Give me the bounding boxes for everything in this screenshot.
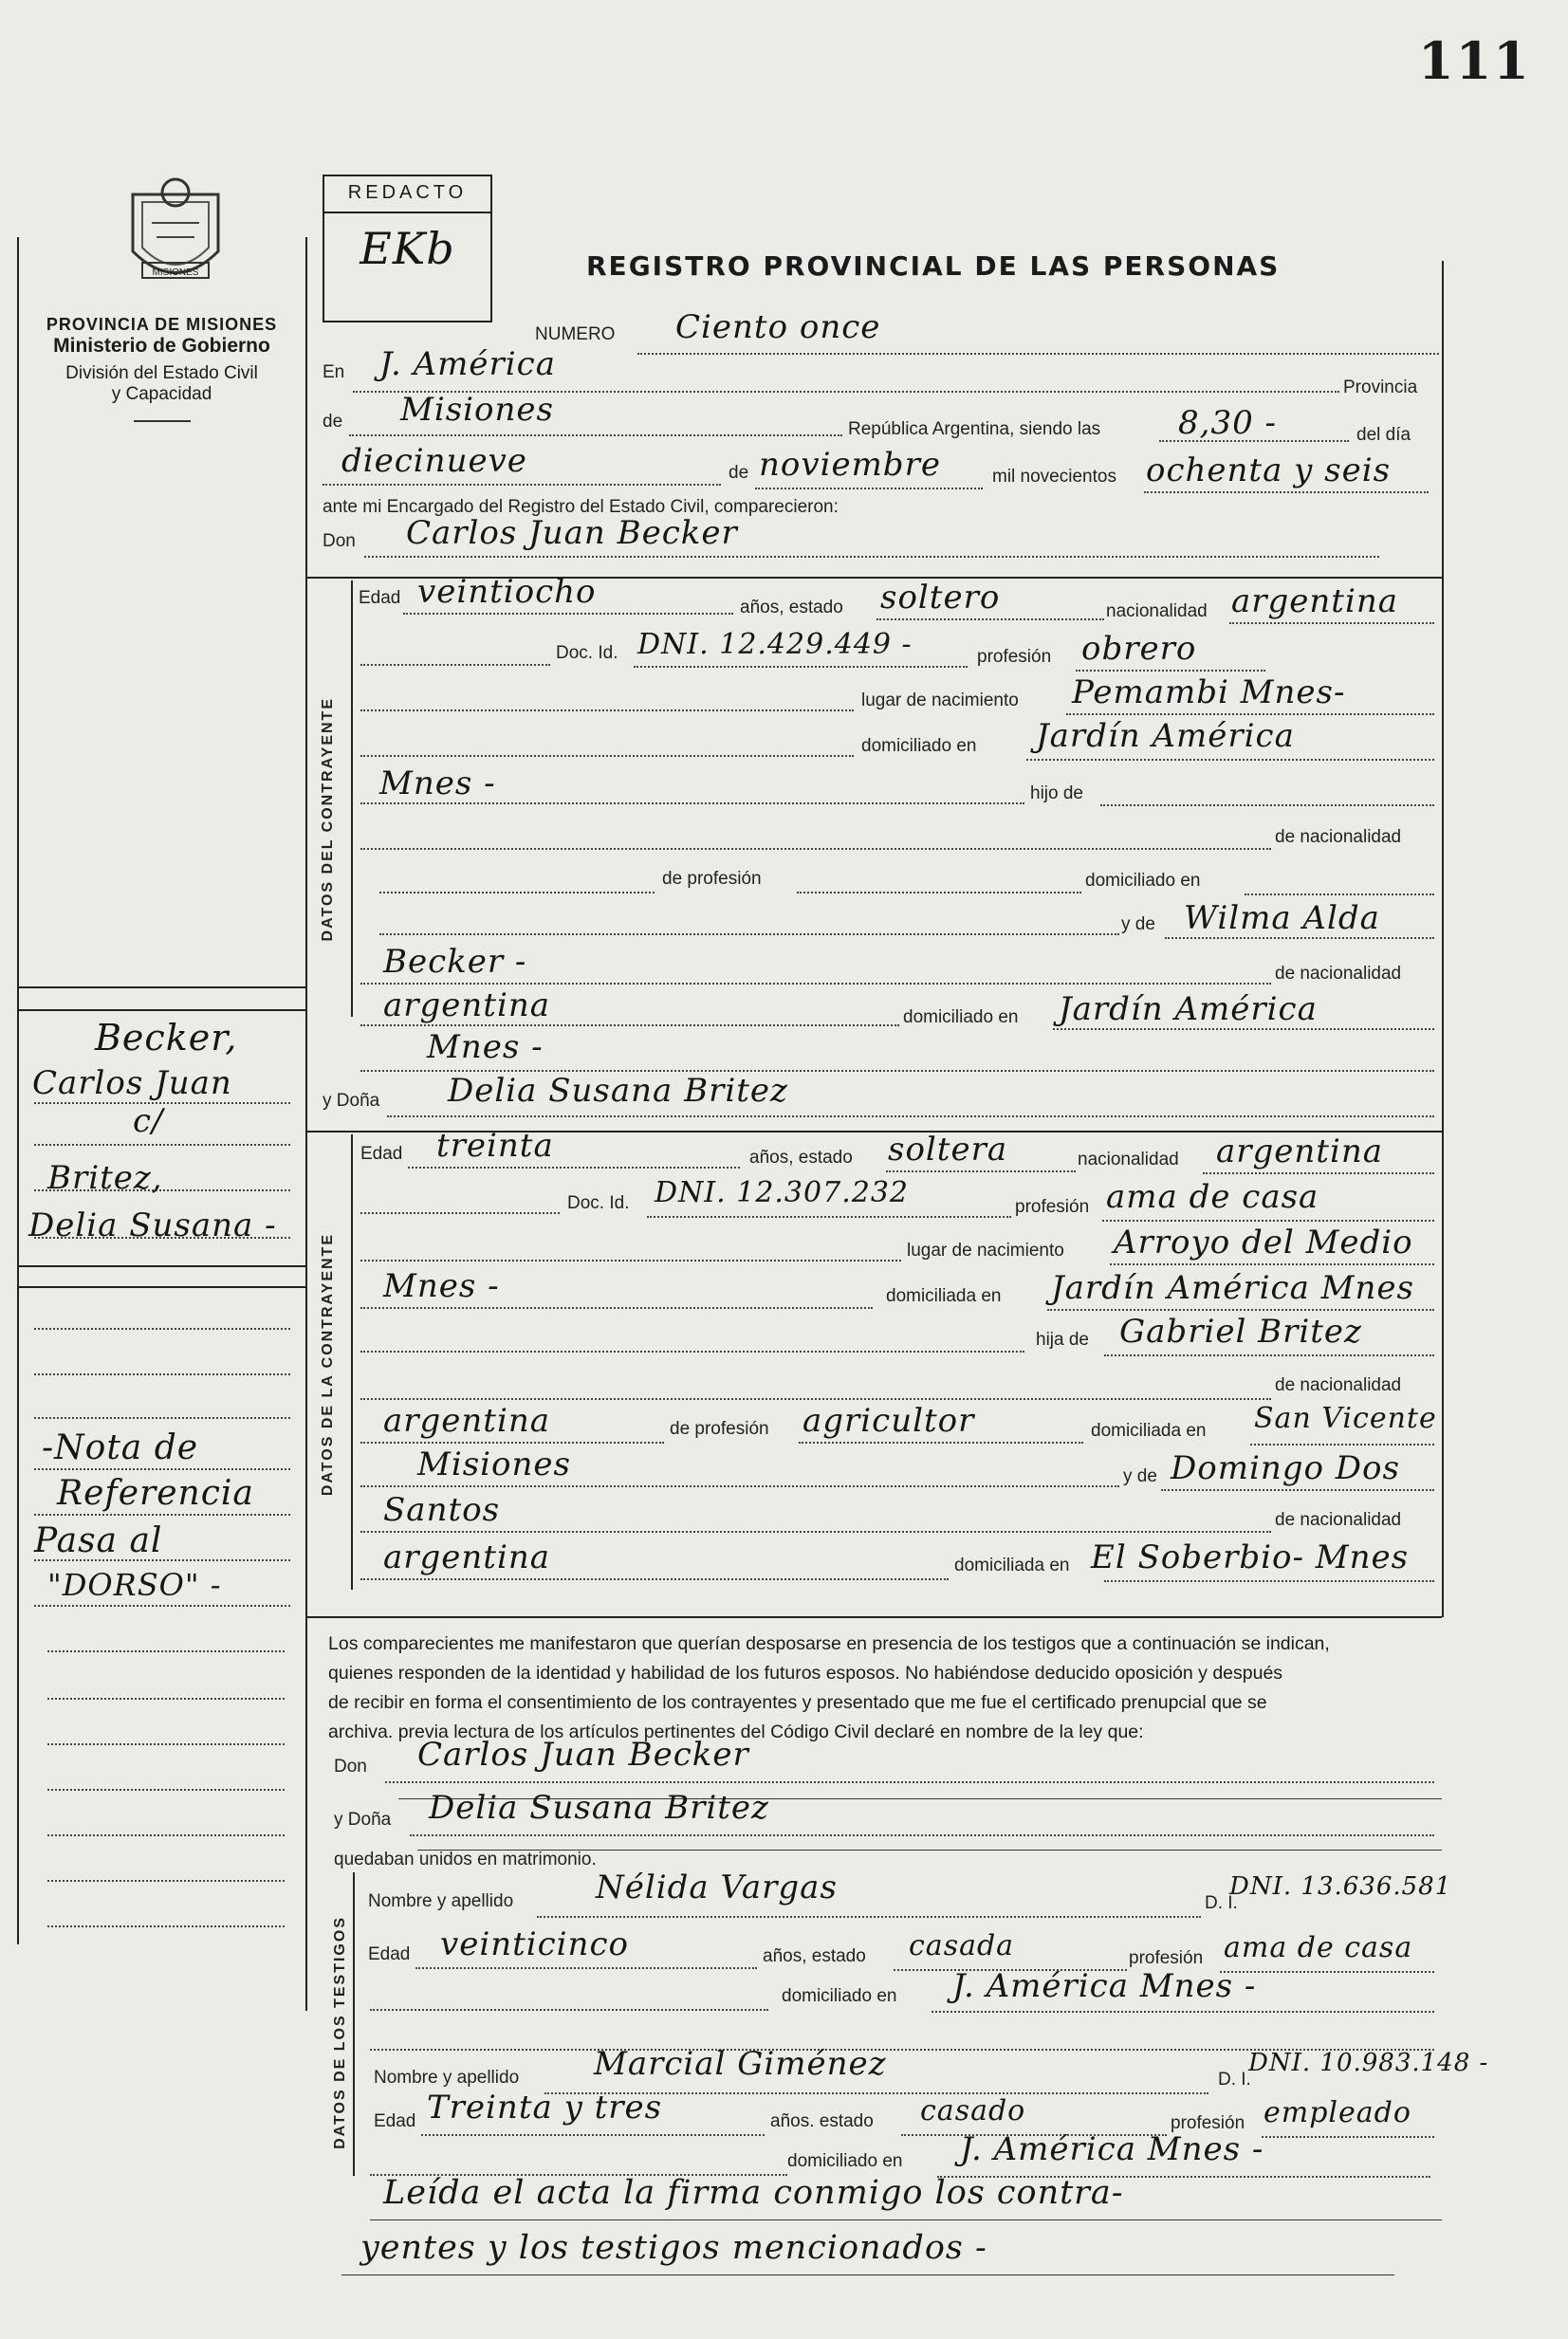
contrayente-dom3-line — [1053, 1028, 1434, 1030]
contrayenta-nac2-line — [360, 1398, 1271, 1400]
redacto-rule — [324, 212, 490, 213]
union-don-label: Don — [334, 1757, 367, 1777]
contrayente-hijo-line — [1100, 804, 1434, 806]
contrayente-domen-label: domiciliado en — [1085, 871, 1201, 891]
provincia-label: Provincia — [1343, 378, 1418, 397]
contrayente-deprof-label: de profesión — [662, 869, 762, 889]
form-right-border — [1442, 261, 1444, 1617]
declaration-paragraph — [328, 1630, 1448, 1747]
contrayenta-edad-line — [408, 1167, 740, 1169]
contrayente-lugar-value: Pemambi Mnes- — [1072, 673, 1346, 711]
contrayenta-nac-line — [1203, 1172, 1434, 1174]
contrayente-deprof-line — [797, 892, 1081, 893]
contrayenta-lugar-label: lugar de nacimiento — [907, 1241, 1064, 1261]
contrayenta-nac3-label: de nacionalidad — [1275, 1510, 1402, 1530]
testigo2-d-label: D. I. — [1218, 2070, 1251, 2090]
quedaban-text: quedaban unidos en matrimonio. — [334, 1850, 597, 1869]
contrayenta-padre-dom-line — [1250, 1444, 1434, 1446]
contrayenta-prof-line — [1102, 1220, 1434, 1222]
margin-line-4 — [34, 1237, 290, 1239]
margin-line-6 — [34, 1373, 290, 1375]
margin-rule-mid-1 — [17, 1265, 305, 1267]
margin-line-8 — [34, 1468, 290, 1470]
margin-note-4: "DORSO" - — [47, 1567, 222, 1603]
don-value: Carlos Juan Becker — [406, 514, 738, 552]
contrayente-estado-value: soltero — [880, 579, 1001, 617]
contrayenta-dom-line — [1047, 1309, 1434, 1311]
mil-label: mil novecientos — [992, 467, 1116, 487]
testigo1-dom-line — [932, 2011, 1434, 2013]
testigo2-d-value: DNI. 10.983.148 - — [1248, 2049, 1489, 2077]
seal-text: MISIONES — [152, 267, 199, 278]
testigo1-dom-pre-line — [370, 2009, 768, 2011]
margin-line-2 — [34, 1144, 290, 1146]
numero-value: Ciento once — [675, 308, 881, 346]
margin-line-9 — [34, 1514, 290, 1516]
margin-line-15 — [47, 1789, 285, 1791]
contrayenta-anos-label: años, estado — [749, 1148, 853, 1168]
contrayente-dom-value: Jardín América — [1036, 717, 1295, 755]
contrayenta-domen-label: domiciliada en — [1091, 1421, 1207, 1441]
margin-line-7 — [34, 1417, 290, 1419]
contrayente-nac2-line — [360, 848, 1271, 850]
contrayenta-padre-value: Gabriel Britez — [1119, 1313, 1362, 1351]
contrayenta-padre-dom-value: San Vicente — [1254, 1402, 1437, 1435]
contrayente-lugar-line — [1066, 713, 1434, 715]
en-label: En — [323, 362, 345, 382]
de-line — [349, 434, 842, 436]
testigo2-edad-label: Edad — [374, 2111, 416, 2131]
contrayente-edad-label: Edad — [359, 588, 401, 608]
margin-line-18 — [47, 1925, 285, 1927]
margin-rule-top-2 — [17, 1009, 305, 1011]
margin-line-12 — [47, 1650, 285, 1652]
margin-note-3: Pasa al — [34, 1521, 163, 1560]
contrayenta-y-de-label: y de — [1123, 1466, 1157, 1486]
contrayenta-dom3-label: domiciliada en — [954, 1556, 1070, 1575]
contrayente-madre2-line — [360, 983, 1271, 985]
contrayenta-nac-value: argentina — [1216, 1133, 1384, 1170]
contrayenta-padre-dom2-value: Misiones — [417, 1446, 571, 1483]
redacto-initials: EKb — [360, 223, 455, 274]
paragraph-line-4: archiva. previa lectura de los artículos pertinentes del Código Civil declaré en nombre de la ley que: — [328, 1722, 1144, 1742]
contrayente-nac3-label: de nacionalidad — [1275, 964, 1402, 984]
contrayente-inner-border — [351, 580, 353, 1017]
testigo1-nombre-value: Nélida Vargas — [596, 1869, 838, 1906]
numero-line — [637, 353, 1439, 355]
paragraph-line-3: de recibir en forma el consentimiento de los contrayentes y presentado que me fue el certificado prenupcial que se — [328, 1692, 1267, 1713]
contrayenta-doc-line — [647, 1216, 1011, 1218]
don-line — [364, 556, 1379, 558]
contrayente-doc-line — [634, 666, 968, 668]
contrayente-prof-line — [1076, 670, 1265, 672]
de-label: de — [323, 412, 343, 432]
contrayenta-madre2-line — [360, 1531, 1271, 1533]
testigo2-nombre-value: Marcial Giménez — [594, 2045, 887, 2083]
testigo2-prof-label: profesión — [1171, 2113, 1245, 2133]
contrayenta-padre-nac-line — [360, 1442, 664, 1444]
contrayenta-edad-value: treinta — [436, 1127, 554, 1165]
contrayenta-edad-label: Edad — [360, 1144, 403, 1164]
contrayenta-hija-pre-line — [360, 1351, 1024, 1353]
closing-line-2: yentes y los testigos mencionados - — [360, 2229, 987, 2267]
union-don-value: Carlos Juan Becker — [417, 1736, 749, 1774]
contrayenta-madre-nac-line — [360, 1578, 949, 1580]
contrayente-dom3-label: domiciliado en — [903, 1007, 1019, 1027]
contrayenta-estado-value: soltera — [888, 1131, 1008, 1169]
margin-line-10 — [34, 1559, 290, 1561]
contrayente-dom-label: domiciliado en — [861, 736, 977, 756]
union-don-line — [385, 1781, 1434, 1783]
contrayente-madre-dom2-value: Mnes - — [427, 1028, 544, 1066]
numero-label: NUMERO — [535, 324, 616, 344]
contrayente-madre2-value: Becker - — [383, 943, 527, 981]
contrayenta-side-label: DATOS DE LA CONTRAYENTE — [320, 1233, 336, 1497]
contrayenta-doc-label: Doc. Id. — [567, 1193, 630, 1213]
agency-line-4: y Capacidad — [111, 384, 212, 404]
contrayenta-lugar-pre-line — [360, 1260, 901, 1262]
contrayente-estado-line — [876, 618, 1104, 620]
testigo1-d-label: D. I. — [1205, 1893, 1238, 1913]
de-value: Misiones — [400, 391, 554, 429]
contrayente-hijo-label: hijo de — [1030, 783, 1083, 803]
contrayente-madre-nac-value: argentina — [383, 986, 551, 1024]
contrayente-edad-line — [403, 613, 733, 615]
contrayenta-padre-nac-value: argentina — [383, 1402, 551, 1440]
margin-line-1 — [34, 1102, 290, 1104]
testigo1-dom-value: J. América Mnes - — [952, 1967, 1257, 2005]
testigos-side-label: DATOS DE LOS TESTIGOS — [332, 1916, 348, 2149]
margin-name-3: c/ — [133, 1102, 164, 1140]
union-dona-value: Delia Susana Britez — [429, 1789, 769, 1827]
anio-line — [1144, 491, 1429, 493]
testigo2-edad-line — [421, 2134, 765, 2136]
contrayente-nac-label: nacionalidad — [1106, 601, 1208, 621]
contrayente-deprof-pre-line — [379, 892, 655, 893]
contrayenta-madre-dom-value: El Soberbio- Mnes — [1091, 1538, 1410, 1576]
paragraph-line-2: quienes responden de la identidad y habilidad de los futuros esposos. No habiéndose deducido oposición y después — [328, 1663, 1283, 1684]
margin-line-17 — [47, 1880, 285, 1882]
testigo2-edad-value: Treinta y tres — [427, 2089, 663, 2127]
agency-line-3: División del Estado Civil — [65, 363, 258, 383]
dona-line — [387, 1115, 1434, 1117]
contrayenta-prof-value: ama de casa — [1106, 1178, 1319, 1216]
contrayente-y-de-label: y de — [1121, 914, 1155, 934]
contrayente-madre-value: Wilma Alda — [1184, 899, 1380, 937]
closing-line-1: Leída el acta la firma conmigo los contra- — [383, 2174, 1124, 2212]
page-number: 111 — [1418, 30, 1531, 91]
contrayente-doc-pre-line — [360, 664, 550, 666]
margin-line-5 — [34, 1328, 290, 1330]
testigo1-nombre-line — [537, 1916, 1201, 1918]
contrayenta-estado-line — [886, 1170, 1076, 1172]
margin-line-11 — [34, 1605, 290, 1607]
contrayente-dom-pre-line — [360, 755, 854, 757]
hora-value: 8,30 - — [1178, 404, 1277, 442]
agency-line-2: Ministerio de Gobierno — [53, 335, 270, 357]
contrayente-dom2-value: Mnes - — [379, 764, 496, 802]
union-dona-line — [410, 1834, 1434, 1836]
margin-name-5: Delia Susana - — [28, 1206, 277, 1244]
contrayenta-madre2-value: Santos — [383, 1491, 501, 1529]
margin-name-2: Carlos Juan — [32, 1064, 232, 1102]
contrayente-prof-value: obrero — [1081, 630, 1197, 668]
contrayenta-lugar-value: Arroyo del Medio — [1114, 1224, 1413, 1262]
contrayente-dom2-line — [360, 802, 1024, 804]
contrayente-lugar-label: lugar de nacimiento — [861, 691, 1019, 710]
testigo1-dom-label: domiciliado en — [782, 1986, 897, 2006]
testigo1-anos-label: años, estado — [763, 1946, 866, 1966]
anio-value: ochenta y seis — [1146, 451, 1392, 489]
testigo1-prof-label: profesión — [1129, 1948, 1204, 1968]
left-border-line — [17, 237, 19, 1944]
contrayente-nac-value: argentina — [1231, 582, 1399, 620]
testigo2-estado-value: casado — [920, 2094, 1026, 2127]
dia-value: diecinueve — [341, 442, 527, 480]
contrayente-madre-line — [1165, 937, 1434, 939]
ante-label: ante mi Encargado del Registro del Estado Civil, comparecieron: — [323, 497, 839, 517]
contrayenta-madre-dom-line — [1104, 1580, 1434, 1582]
agency-block — [27, 315, 297, 422]
contrayente-prof-label: profesión — [977, 647, 1052, 667]
de2-label: de — [729, 463, 749, 483]
contrayente-anos-label: años, estado — [740, 598, 843, 617]
contrayenta-hija-line — [1104, 1354, 1434, 1356]
margin-note-2: Referencia — [57, 1474, 254, 1513]
contrayenta-madre-value: Domingo Dos — [1171, 1449, 1400, 1487]
margin-note-1: -Nota de — [42, 1428, 199, 1467]
contrayenta-madre-nac-value: argentina — [383, 1538, 551, 1576]
testigo2-nombre-label: Nombre y apellido — [374, 2068, 520, 2088]
contrayenta-lugar2-value: Mnes - — [383, 1267, 500, 1305]
margin-rule-mid-2 — [17, 1286, 305, 1288]
contrayenta-doc-value: DNI. 12.307.232 — [655, 1176, 909, 1209]
contrayente-dom-line — [1026, 759, 1434, 761]
testigo1-nombre-label: Nombre y apellido — [368, 1891, 514, 1911]
contrayenta-doc-pre-line — [360, 1212, 560, 1214]
contrayenta-bottom-rule — [305, 1616, 1442, 1618]
document-title: REGISTRO PROVINCIAL DE LAS PERSONAS — [586, 250, 1281, 282]
contrayenta-lugar2-line — [360, 1307, 873, 1309]
contrayente-doc-value: DNI. 12.429.449 - — [637, 628, 913, 661]
contrayente-doc-label: Doc. Id. — [556, 643, 618, 663]
en-value: J. América — [379, 345, 556, 383]
margin-rule-top-1 — [17, 986, 305, 988]
contrayenta-dom-value: Jardín América Mnes — [1051, 1269, 1414, 1307]
contrayenta-dom-label: domiciliada en — [886, 1286, 1002, 1306]
testigo1-edad-line — [415, 1967, 757, 1969]
contrayente-madre-pre-line — [379, 933, 1119, 935]
don-label: Don — [323, 531, 356, 551]
form-left-border — [305, 237, 307, 2011]
mes-value: noviembre — [759, 446, 941, 484]
margin-line-14 — [47, 1743, 285, 1745]
testigo1-prof-value: ama de casa — [1224, 1931, 1413, 1964]
contrayenta-inner-border — [351, 1134, 353, 1590]
del-dia-label: del día — [1356, 425, 1411, 445]
contrayenta-padre-prof-line — [799, 1442, 1083, 1444]
testigo1-edad-label: Edad — [368, 1944, 411, 1964]
testigos-inner-border — [353, 1872, 355, 2176]
margin-line-13 — [47, 1698, 285, 1700]
contrayente-nac2-label: de nacionalidad — [1275, 827, 1402, 847]
republica-label: República Argentina, siendo las — [848, 419, 1101, 439]
contrayenta-lugar-line — [1110, 1263, 1434, 1265]
contrayenta-nac-label: nacionalidad — [1078, 1150, 1179, 1170]
contrayenta-prof-label: profesión — [1015, 1197, 1090, 1217]
contrayente-madre-dom-value: Jardín América — [1059, 990, 1318, 1028]
provincial-seal-icon — [114, 175, 237, 299]
testigo2-dom-value: J. América Mnes - — [960, 2130, 1264, 2168]
contrayenta-deprof-label: de profesión — [670, 1419, 769, 1439]
contrayenta-padre-dom2-line — [360, 1485, 1119, 1487]
agency-line-1: PROVINCIA DE MISIONES — [46, 315, 278, 334]
union-dona-label: y Doña — [334, 1810, 392, 1830]
contrayenta-nac2-label: de nacionalidad — [1275, 1375, 1402, 1395]
testigo2-dom-label: domiciliado en — [787, 2151, 903, 2171]
margin-name-4: Britez, — [47, 1159, 163, 1197]
margin-name-1: Becker, — [95, 1017, 238, 1059]
dona-label: y Doña — [323, 1091, 380, 1111]
testigo1-d-value: DNI. 13.636.581 — [1229, 1872, 1452, 1901]
dona-value: Delia Susana Britez — [448, 1072, 788, 1110]
testigo2-anos-label: años. estado — [770, 2111, 874, 2131]
contrayente-edad-value: veintiocho — [417, 573, 597, 611]
margin-line-3 — [34, 1189, 290, 1191]
contrayente-lugar-pre-line — [360, 709, 854, 711]
redacto-box — [323, 175, 492, 322]
mes-line — [755, 488, 983, 489]
redacto-label: REDACTO — [347, 182, 468, 203]
contrayenta-padre-prof-value: agricultor — [802, 1402, 975, 1440]
agency-rule — [134, 420, 191, 422]
contrayenta-hija-label: hija de — [1036, 1330, 1089, 1350]
closing-line-1-rule — [370, 2219, 1442, 2220]
contrayente-side-label: DATOS DEL CONTRAYENTE — [320, 697, 336, 942]
contrayente-domen-line — [1245, 893, 1434, 895]
paragraph-line-1: Los comparecientes me manifestaron que querían desposarse en presencia de los testigos que a continuación se indican, — [328, 1633, 1330, 1654]
testigo1-estado-value: casada — [909, 1929, 1015, 1962]
contrayenta-madre-line — [1161, 1489, 1434, 1491]
contrayente-nac-line — [1229, 622, 1434, 624]
margin-line-16 — [47, 1834, 285, 1836]
contrayente-madre-nac-line — [360, 1024, 899, 1026]
testigo1-edad-value: veinticinco — [440, 1925, 629, 1963]
testigo2-prof-value: empleado — [1264, 2096, 1411, 2129]
dia-line — [323, 484, 721, 486]
testigo2-prof-line — [1262, 2136, 1434, 2138]
